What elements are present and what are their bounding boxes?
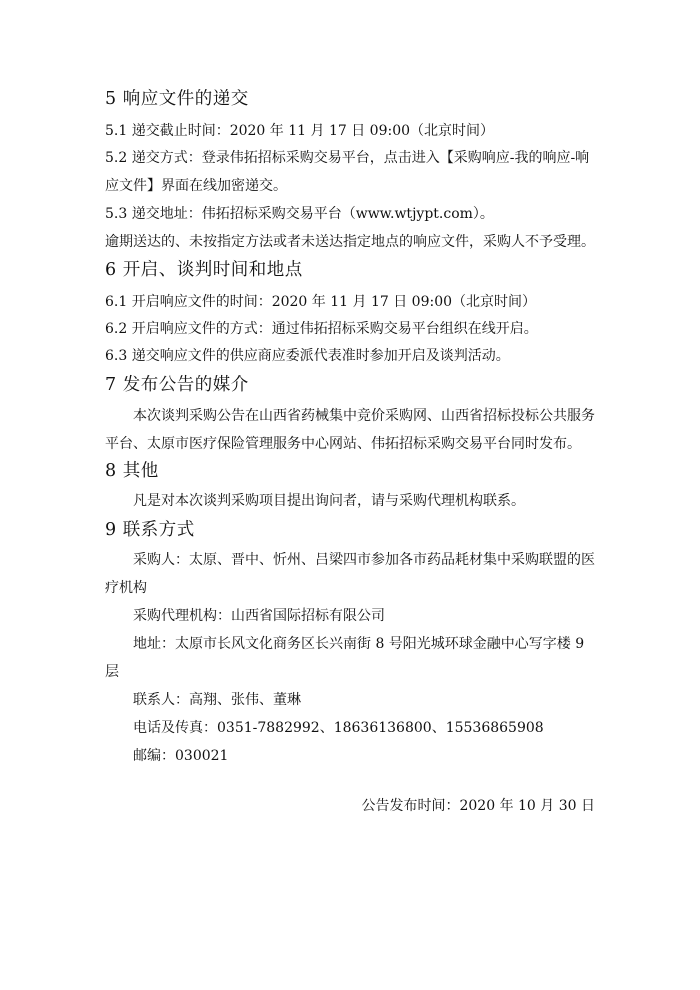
section-5-heading: 5 响应文件的递交 [105,89,249,109]
s9-buyer-line2: 疗机构 [105,580,147,596]
s5-method-line1: 5.2 递交方式：登录伟拓招标采购交易平台，点击进入【采购响应-我的响应-响 [105,150,590,166]
s9-buyer-line1: 采购人：太原、晋中、忻州、吕梁四市参加各市药品耗材集中采购联盟的医 [133,552,595,568]
s9-address-line2: 层 [105,664,119,680]
s9-phone: 电话及传真：0351-7882992、18636136800、15536865908 [133,720,544,736]
s6-representative: 6.3 递交响应文件的供应商应委派代表准时参加开启及谈判活动。 [105,348,510,364]
s9-address-line1: 地址：太原市长风文化商务区长兴南街 8 号阳光城环球金融中心写字楼 9 [133,636,585,652]
s9-contact: 联系人：高翔、张伟、董琳 [133,692,301,708]
s6-open-method: 6.2 开启响应文件的方式：通过伟拓招标采购交易平台组织在线开启。 [105,321,538,337]
s9-agent: 采购代理机构：山西省国际招标有限公司 [133,608,385,624]
publish-date: 公告发布时间：2020 年 10 月 30 日 [361,798,595,814]
s7-media-line1: 本次谈判采购公告在山西省药械集中竞价采购网、山西省招标投标公共服务 [133,408,595,424]
section-9-heading: 9 联系方式 [105,520,195,540]
s6-open-time: 6.1 开启响应文件的时间：2020 年 11 月 17 日 09:00（北京时间） [105,294,537,310]
section-8-heading: 8 其他 [105,461,159,481]
s7-media-line2: 平台、太原市医疗保险管理服务中心网站、伟拓招标采购交易平台同时发布。 [105,436,581,452]
s5-deadline: 5.1 递交截止时间：2020 年 11 月 17 日 09:00（北京时间） [105,123,495,139]
s5-late-notice: 逾期送达的、未按指定方法或者未送达指定地点的响应文件，采购人不予受理。 [105,234,595,250]
section-7-heading: 7 发布公告的媒介 [105,375,249,395]
s5-address: 5.3 递交地址：伟拓招标采购交易平台（www.wtjypt.com）。 [105,206,494,222]
s5-method-line2: 应文件】界面在线加密递交。 [105,178,287,194]
s8-inquiry: 凡是对本次谈判采购项目提出询问者，请与采购代理机构联系。 [133,493,525,509]
section-6-heading: 6 开启、谈判时间和地点 [105,260,303,280]
s9-zip: 邮编：030021 [133,748,229,764]
